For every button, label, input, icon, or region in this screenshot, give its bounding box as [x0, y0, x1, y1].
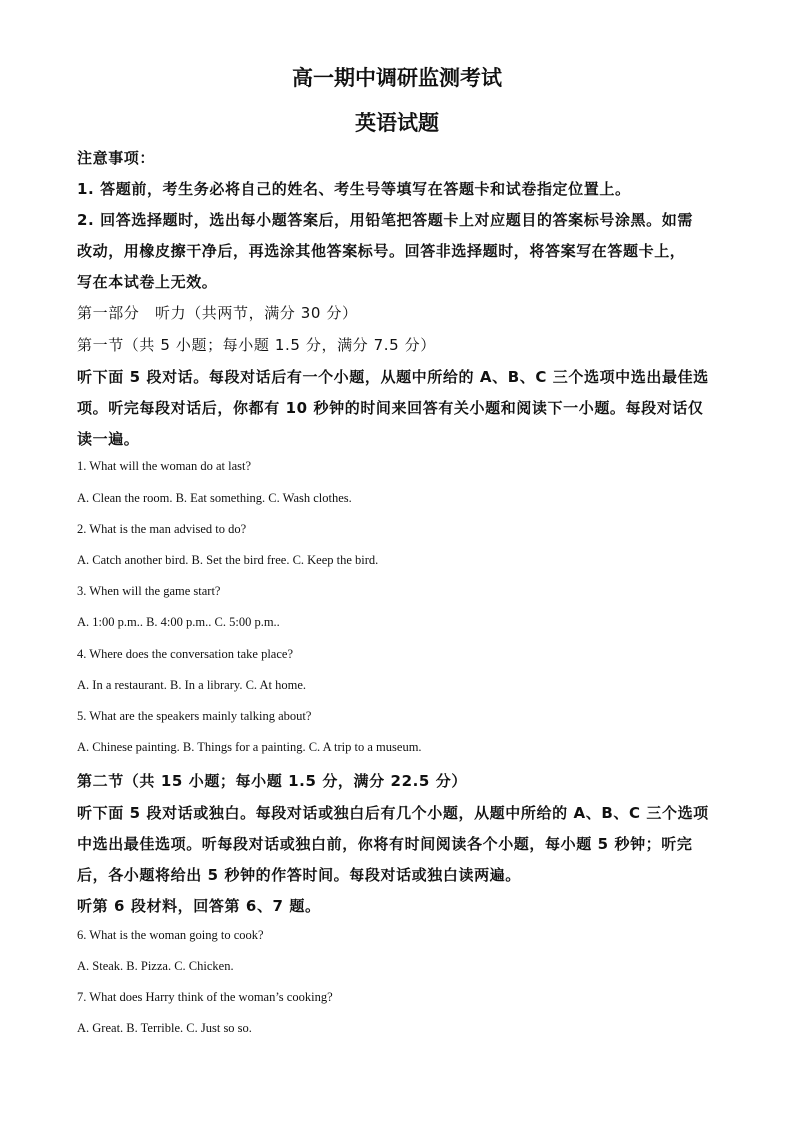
section2-instructions-line-1: 听下面 5 段对话或独白。每段对话或独白后有几个小题，从题中所给的 A、B、C 三个选项 — [77, 804, 709, 822]
question-1: 1. What will the woman do at last? — [77, 459, 252, 473]
question-6: 6. What is the woman going to cook? — [77, 928, 264, 942]
question-2: 2. What is the man advised to do? — [77, 522, 247, 536]
notice-item-2-line-1: 2. 回答选择题时，选出每小题答案后，用铅笔把答题卡上对应题目的答案标号涂黑。如需 — [77, 211, 693, 229]
section1-instructions-line-3: 读一遍。 — [77, 430, 140, 448]
section2-instructions-line-2: 中选出最佳选项。听每段对话或独白前，你将有时间阅读各个小题，每小题 5 秒钟；听完 — [77, 835, 693, 853]
question-3: 3. When will the game start? — [77, 584, 221, 598]
question-1-options: A. Clean the room. B. Eat something. C. Wash clothes. — [77, 491, 352, 505]
question-4-options: A. In a restaurant. B. In a library. C. At home. — [77, 678, 306, 692]
section1-heading: 第一节（共 5 小题；每小题 1.5 分，满分 7.5 分） — [77, 336, 436, 354]
question-6-options: A. Steak. B. Pizza. C. Chicken. — [77, 959, 234, 973]
part1-heading: 第一部分 听力（共两节，满分 30 分） — [77, 304, 358, 322]
material-6-heading: 听第 6 段材料，回答第 6、7 题。 — [77, 897, 321, 915]
section2-instructions-line-3: 后，各小题将给出 5 秒钟的作答时间。每段对话或独白读两遍。 — [77, 866, 521, 884]
question-5: 5. What are the speakers mainly talking about? — [77, 709, 312, 723]
notice-item-2-line-2: 改动，用橡皮擦干净后，再选涂其他答案标号。回答非选择题时，将答案写在答题卡上， — [77, 242, 686, 260]
notice-heading: 注意事项： — [77, 149, 156, 167]
notice-item-1: 1. 答题前，考生务必将自己的姓名、考生号等填写在答题卡和试卷指定位置上。 — [77, 180, 631, 198]
exam-title: 高一期中调研监测考试 — [292, 65, 502, 90]
question-3-options: A. 1:00 p.m.. B. 4:00 p.m.. C. 5:00 p.m.. — [77, 615, 280, 629]
question-7: 7. What does Harry think of the woman’s cooking? — [77, 990, 333, 1004]
question-4: 4. Where does the conversation take place? — [77, 647, 293, 661]
section2-heading: 第二节（共 15 小题；每小题 1.5 分，满分 22.5 分） — [77, 772, 467, 790]
exam-subtitle: 英语试题 — [355, 110, 439, 135]
notice-item-2-line-3: 写在本试卷上无效。 — [77, 273, 218, 291]
section1-instructions-line-1: 听下面 5 段对话。每段对话后有一个小题，从题中所给的 A、B、C 三个选项中选出最佳选 — [77, 368, 709, 386]
question-5-options: A. Chinese painting. B. Things for a painting. C. A trip to a museum. — [77, 740, 422, 754]
question-2-options: A. Catch another bird. B. Set the bird free. C. Keep the bird. — [77, 553, 379, 567]
section1-instructions-line-2: 项。听完每段对话后，你都有 10 秒钟的时间来回答有关小题和阅读下一小题。每段对话仅 — [77, 399, 704, 417]
question-7-options: A. Great. B. Terrible. C. Just so so. — [77, 1021, 252, 1035]
